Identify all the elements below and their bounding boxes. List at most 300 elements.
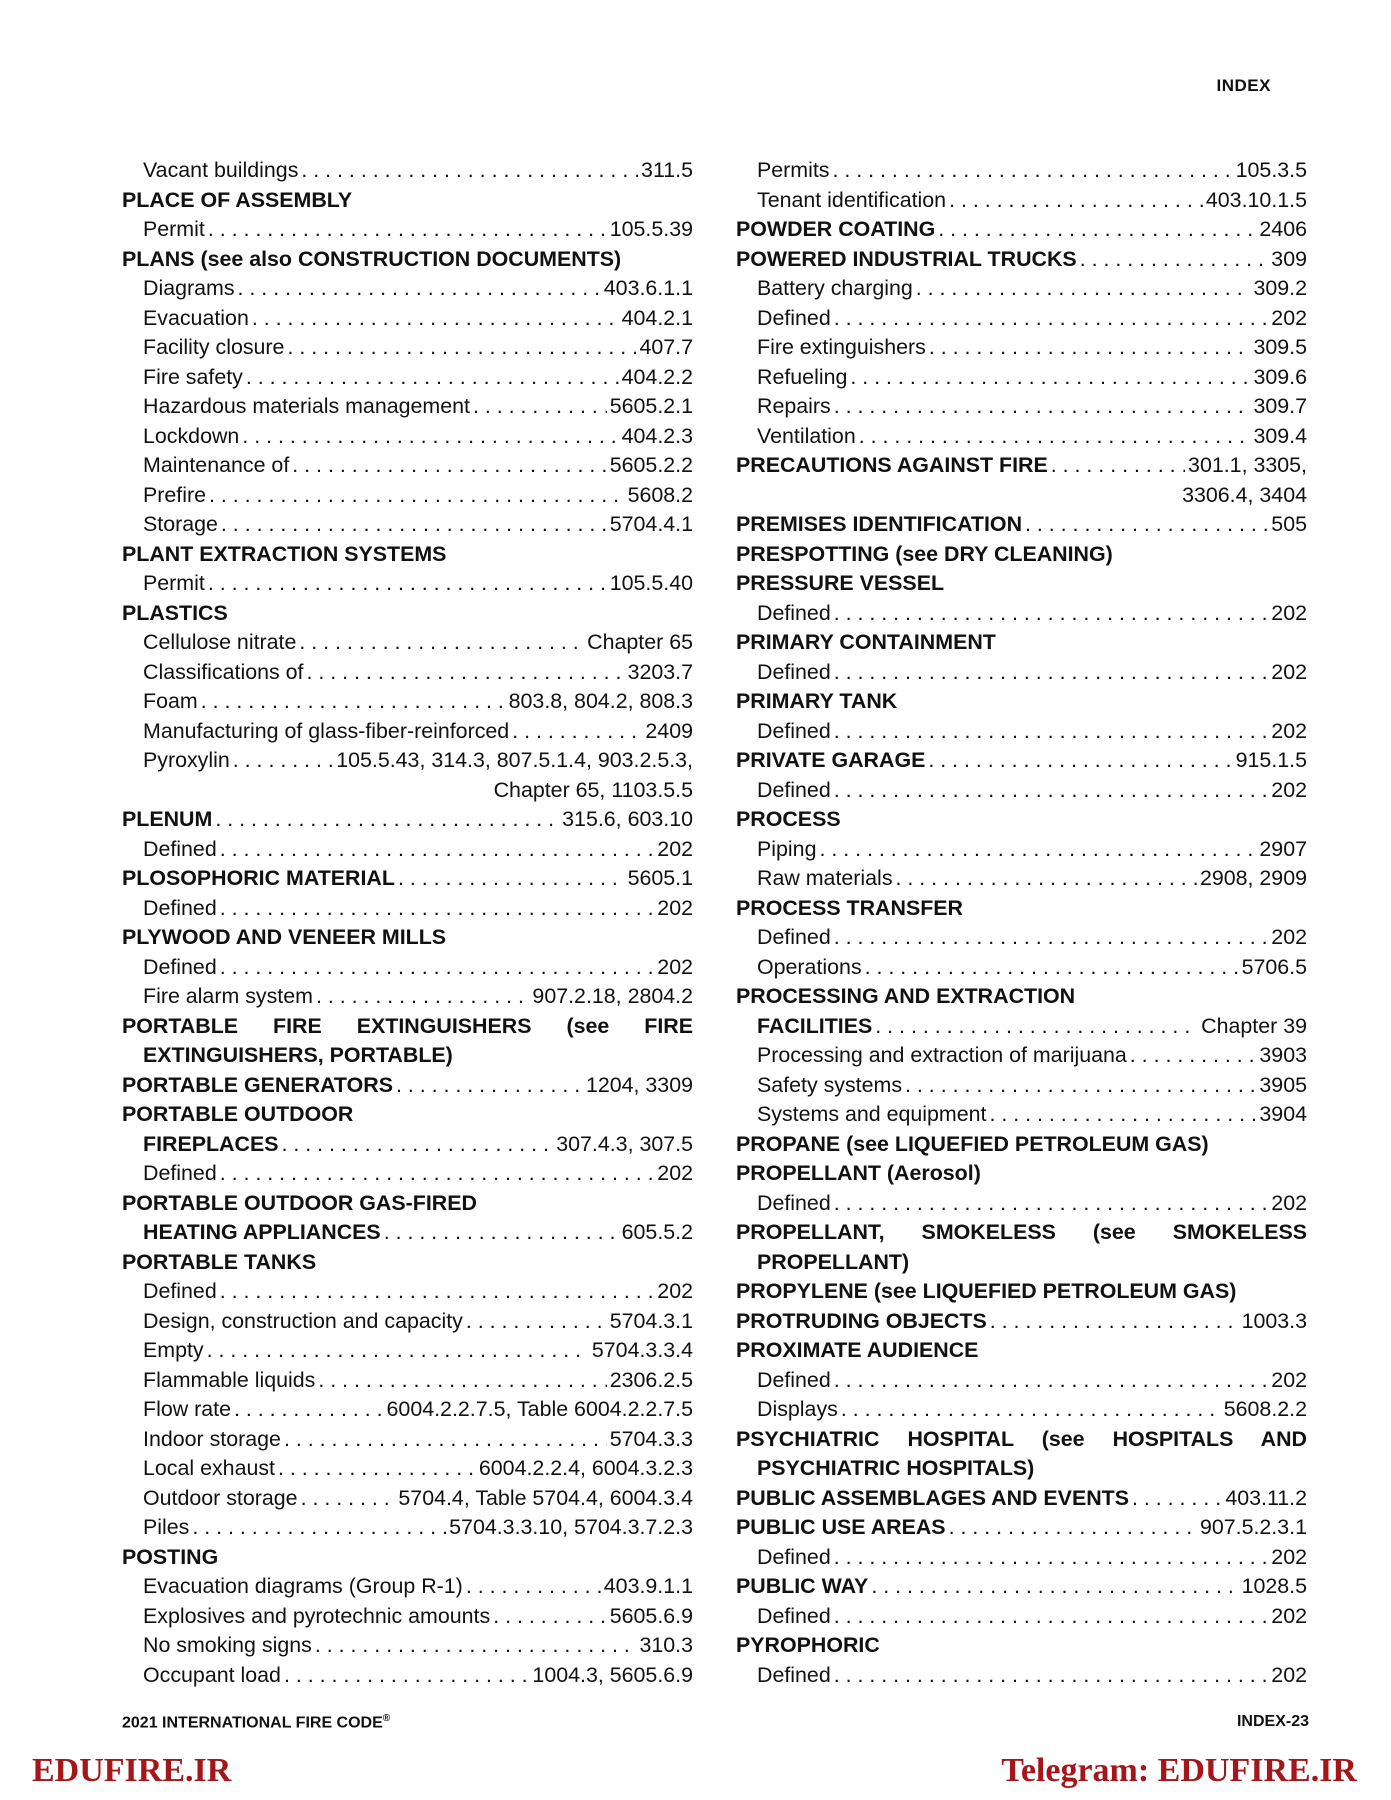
- dot-leader: [834, 304, 1269, 334]
- entry-reference: 605.5.2: [621, 1220, 693, 1244]
- entry-term: Piles: [143, 1515, 190, 1539]
- entry-term: Classifications of: [143, 659, 304, 684]
- dot-leader: [834, 776, 1269, 806]
- index-subentry: [736, 1366, 1307, 1396]
- index-subentry: [122, 304, 693, 334]
- dot-leader: [834, 1189, 1269, 1219]
- entry-term: PORTABLE GENERATORS: [122, 1072, 393, 1097]
- index-subentry: [122, 274, 693, 304]
- entry-reference: 2306.2.5: [609, 1367, 693, 1392]
- index-entry: [736, 1513, 1307, 1543]
- entry-term: Defined: [757, 1367, 831, 1392]
- index-subentry: [122, 1631, 693, 1661]
- entry-term: No smoking signs: [143, 1633, 312, 1657]
- entry-term: PROPANE (see LIQUEFIED PETROLEUM GAS): [736, 1131, 1209, 1156]
- dot-leader: [834, 1602, 1269, 1632]
- entry-reference: Chapter 39: [1201, 1013, 1307, 1038]
- entry-reference: 5608.2.2: [1223, 1397, 1307, 1421]
- entry-term: PYROPHORIC: [736, 1633, 880, 1657]
- dot-leader: [1130, 1041, 1257, 1071]
- entry-term: Battery charging: [757, 276, 913, 300]
- entry-term-continued: FACILITIES: [757, 1013, 873, 1038]
- index-subentry: [122, 1661, 693, 1691]
- entry-term: Defined: [757, 777, 831, 802]
- index-entry: [736, 540, 1307, 570]
- entry-reference: 202: [1271, 777, 1307, 802]
- dot-leader: [287, 333, 636, 363]
- index-subentry: [736, 599, 1307, 629]
- dot-leader: [238, 274, 601, 304]
- index-subentry: [122, 894, 693, 924]
- index-subentry: [122, 333, 693, 363]
- index-subentry: [736, 363, 1307, 393]
- dot-leader: [208, 569, 607, 599]
- entry-term: Tenant identification: [757, 187, 947, 212]
- entry-term: PUBLIC ASSEMBLAGES AND EVENTS: [736, 1485, 1129, 1510]
- entry-term: POSTING: [122, 1544, 219, 1569]
- index-entry: [736, 245, 1307, 275]
- dot-leader: [220, 1159, 655, 1189]
- entry-term: PRIVATE GARAGE: [736, 748, 926, 772]
- index-subentry: [736, 1602, 1307, 1632]
- index-entry: [736, 894, 1307, 924]
- entry-reference: 2907: [1259, 836, 1307, 861]
- dot-leader: [252, 304, 619, 334]
- entry-term: Flammable liquids: [143, 1367, 316, 1392]
- entry-reference: 202: [1271, 600, 1307, 625]
- entry-reference: 5605.2.1: [609, 394, 693, 418]
- index-subentry: [736, 333, 1307, 363]
- entry-term: Permits: [757, 158, 830, 182]
- index-entry: [122, 1012, 693, 1071]
- dot-leader: [493, 1602, 607, 1632]
- index-entry: [736, 1484, 1307, 1514]
- dot-leader: [865, 953, 1239, 983]
- index-entry: [122, 1543, 693, 1573]
- index-subentry: [122, 569, 693, 599]
- entry-reference: 6004.2.2.4, 6004.3.2.3: [478, 1456, 693, 1480]
- entry-term: Ventilation: [757, 423, 856, 448]
- dot-leader: [284, 1661, 529, 1691]
- dot-leader: [301, 1484, 396, 1514]
- dot-leader: [834, 392, 1251, 422]
- index-subentry: [736, 422, 1307, 452]
- index-subentry: [122, 1513, 693, 1543]
- dot-leader: [871, 1572, 1238, 1602]
- dot-leader: [233, 746, 333, 776]
- index-subentry: [122, 982, 693, 1012]
- entry-term-continued: PSYCHIATRIC HOSPITALS): [757, 1456, 1035, 1480]
- entry-reference: 202: [657, 1161, 693, 1185]
- entry-reference: 404.2.2: [621, 364, 693, 389]
- index-subentry: [736, 156, 1307, 186]
- entry-reference: 404.2.1: [621, 305, 693, 330]
- index-entry: [122, 923, 693, 953]
- index-entry: [122, 1189, 693, 1248]
- index-subentry: [122, 717, 693, 747]
- entry-reference: 202: [1271, 1367, 1307, 1392]
- entry-reference: 5605.6.9: [609, 1603, 693, 1628]
- dot-leader: [834, 1366, 1269, 1396]
- entry-term: PRESPOTTING (see DRY CLEANING): [736, 541, 1113, 566]
- entry-reference: 404.2.3: [621, 423, 693, 448]
- entry-term: Repairs: [757, 394, 831, 418]
- index-entry: [736, 510, 1307, 540]
- entry-reference: 309.7: [1253, 394, 1307, 418]
- dot-leader: [398, 864, 625, 894]
- entry-term: PLANT EXTRACTION SYSTEMS: [122, 541, 447, 566]
- entry-reference: 907.2.18, 2804.2: [532, 984, 693, 1008]
- entry-term: PROPELLANT (Aerosol): [736, 1161, 981, 1185]
- dot-leader: [1025, 510, 1268, 540]
- entry-reference: 1204, 3309: [585, 1072, 693, 1097]
- index-entry: [736, 1336, 1307, 1366]
- index-subentry: [122, 1336, 693, 1366]
- dot-leader: [859, 422, 1251, 452]
- dot-leader: [318, 1366, 606, 1396]
- index-entry: [122, 186, 693, 216]
- entry-term: Refueling: [757, 364, 848, 389]
- entry-term: Evacuation: [143, 305, 249, 330]
- dot-leader: [841, 1395, 1221, 1425]
- index-subentry: [122, 1366, 693, 1396]
- dot-leader: [282, 1130, 554, 1160]
- dot-leader: [916, 274, 1251, 304]
- index-subentry: [122, 392, 693, 422]
- dot-leader: [834, 1661, 1269, 1691]
- entry-reference: 2406: [1259, 217, 1307, 241]
- entry-reference: 105.5.39: [609, 217, 693, 241]
- footer-page-number: INDEX-23: [1236, 1713, 1309, 1730]
- entry-term: PROCESS TRANSFER: [736, 895, 964, 920]
- entry-reference: 202: [1271, 659, 1307, 684]
- entry-term: Defined: [757, 1190, 831, 1215]
- entry-term: Piping: [757, 836, 817, 861]
- entry-term: Facility closure: [143, 335, 285, 359]
- entry-reference: 315.6, 603.10: [562, 807, 693, 831]
- entry-reference: 309.2: [1253, 276, 1307, 300]
- index-subentry: [122, 658, 693, 688]
- index-subentry: [736, 304, 1307, 334]
- dot-leader: [1132, 1484, 1222, 1514]
- index-subentry: [736, 1661, 1307, 1691]
- entry-reference: 5704.3.1: [609, 1308, 693, 1333]
- dot-leader: [242, 422, 618, 452]
- entry-term: Indoor storage: [143, 1426, 281, 1451]
- entry-term: Defined: [143, 895, 217, 920]
- entry-term: Fire safety: [143, 364, 243, 389]
- dot-leader: [938, 215, 1256, 245]
- entry-term: Hazardous materials management: [143, 394, 470, 418]
- dot-leader: [905, 1071, 1256, 1101]
- entry-term: Displays: [757, 1397, 838, 1421]
- entry-term: Evacuation diagrams (Group R-1): [143, 1574, 463, 1598]
- entry-term: Raw materials: [757, 866, 893, 890]
- entry-reference: 309: [1271, 246, 1307, 271]
- entry-term: Permit: [143, 571, 205, 595]
- index-subentry: [736, 1100, 1307, 1130]
- index-subentry: [122, 422, 693, 452]
- dot-leader: [315, 1631, 637, 1661]
- index-entry: [736, 982, 1307, 1041]
- page-header: INDEX: [1216, 76, 1271, 95]
- dot-leader: [209, 481, 625, 511]
- dot-leader: [384, 1218, 619, 1248]
- index-entry: [122, 1071, 693, 1101]
- index-subentry: [122, 215, 693, 245]
- dot-leader: [466, 1572, 601, 1602]
- index-subentry: [122, 1572, 693, 1602]
- entry-term: Defined: [143, 1161, 217, 1185]
- index-subentry: [122, 953, 693, 983]
- entry-reference: 105.5.40: [609, 571, 693, 595]
- entry-term: Empty: [143, 1338, 204, 1362]
- entry-reference: 1028.5: [1241, 1574, 1307, 1598]
- index-subentry: [122, 835, 693, 865]
- entry-reference: 403.6.1.1: [603, 276, 693, 300]
- entry-reference: 907.5.2.3.1: [1199, 1515, 1307, 1539]
- entry-term: PRIMARY TANK: [736, 689, 898, 713]
- entry-reference: 202: [1271, 305, 1307, 330]
- dot-leader: [834, 923, 1269, 953]
- entry-reference: 105.5.43, 314.3, 807.5.1.4, 903.2.5.3,: [336, 748, 693, 772]
- dot-leader: [989, 1100, 1256, 1130]
- index-subentry: [122, 1159, 693, 1189]
- index-entry: [736, 1218, 1307, 1277]
- entry-term: POWDER COATING: [736, 217, 936, 241]
- entry-term: PLACE OF ASSEMBLY: [122, 187, 353, 212]
- dot-leader: [875, 1012, 1198, 1042]
- entry-reference: 407.7: [639, 335, 693, 359]
- entry-term: Defined: [757, 718, 831, 743]
- index-subentry: [122, 1454, 693, 1484]
- entry-term: PLANS (see also CONSTRUCTION DOCUMENTS): [122, 246, 622, 271]
- index-subentry: [122, 1277, 693, 1307]
- entry-term: Safety systems: [757, 1072, 903, 1097]
- index-entry: [736, 569, 1307, 599]
- entry-reference: 301.1, 3305,: [1188, 453, 1307, 477]
- entry-term: Manufacturing of glass-fiber-reinforced: [143, 718, 510, 743]
- index-subentry: [122, 1395, 693, 1425]
- index-entry: [736, 1277, 1307, 1307]
- index-subentry: [122, 1307, 693, 1337]
- entry-term: PLASTICS: [122, 600, 228, 625]
- entry-reference: 105.3.5: [1235, 158, 1307, 182]
- entry-term: Systems and equipment: [757, 1102, 987, 1126]
- index-subentry: [122, 481, 693, 511]
- index-entry: [736, 805, 1307, 835]
- index-entry: [122, 245, 693, 275]
- index-subentry: [736, 1543, 1307, 1573]
- entry-term-continued: HEATING APPLIANCES: [143, 1220, 381, 1244]
- entry-term-continued: PROPELLANT): [757, 1249, 910, 1274]
- entry-reference: 505: [1271, 512, 1307, 536]
- entry-reference: 311.5: [641, 158, 693, 182]
- index-subentry: [736, 274, 1307, 304]
- entry-term: PRESSURE VESSEL: [736, 571, 945, 595]
- entry-reference: 5704.3.3.10, 5704.3.7.2.3: [449, 1515, 693, 1539]
- entry-reference: 5704.4, Table 5704.4, 6004.3.4: [398, 1485, 693, 1510]
- index-subentry: [736, 717, 1307, 747]
- index-entry: [736, 1159, 1307, 1189]
- entry-reference: 803.8, 804.2, 808.3: [508, 689, 693, 713]
- entry-term-continued: EXTINGUISHERS, PORTABLE): [143, 1043, 453, 1067]
- entry-term: PROPELLANT, SMOKELESS (see SMOKELESS: [736, 1220, 1307, 1244]
- dot-leader: [192, 1513, 446, 1543]
- index-entry: [736, 451, 1307, 510]
- index-subentry: [736, 835, 1307, 865]
- index-subentry: [736, 392, 1307, 422]
- footer-book-title: 2021 INTERNATIONAL FIRE CODE®: [122, 1713, 391, 1732]
- entry-term: PLOSOPHORIC MATERIAL: [122, 866, 395, 890]
- entry-term-continued: FIREPLACES: [143, 1131, 279, 1156]
- entry-term: PLYWOOD AND VENEER MILLS: [122, 925, 447, 949]
- entry-reference: 307.4.3, 307.5: [556, 1131, 693, 1156]
- entry-term: Local exhaust: [143, 1456, 275, 1480]
- entry-reference: 3904: [1259, 1102, 1307, 1126]
- entry-reference: 202: [1271, 1190, 1307, 1215]
- entry-term: Flow rate: [143, 1397, 231, 1421]
- entry-reference: 403.9.1.1: [603, 1574, 693, 1598]
- index-subentry: [736, 1395, 1307, 1425]
- entry-term: Pyroxylin: [143, 748, 230, 772]
- entry-term: Storage: [143, 512, 218, 536]
- entry-reference: 1003.3: [1241, 1308, 1307, 1333]
- dot-leader: [512, 717, 642, 747]
- entry-reference-continued: 3306.4, 3404: [1182, 482, 1307, 507]
- entry-reference: 202: [1271, 1662, 1307, 1687]
- entry-reference: 202: [1271, 925, 1307, 949]
- index-entry: [736, 215, 1307, 245]
- dot-leader: [316, 982, 529, 1012]
- index-entry: [122, 599, 693, 629]
- dot-leader: [220, 894, 655, 924]
- dot-leader: [299, 628, 584, 658]
- entry-term: Defined: [143, 836, 217, 861]
- entry-term: Defined: [757, 925, 831, 949]
- dot-leader: [473, 392, 607, 422]
- entry-reference: 309.6: [1253, 364, 1307, 389]
- entry-term: PROPYLENE (see LIQUEFIED PETROLEUM GAS): [736, 1279, 1237, 1303]
- entry-reference: 2908, 2909: [1199, 866, 1307, 890]
- index-entry: [122, 805, 693, 835]
- entry-term: Foam: [143, 689, 198, 713]
- entry-term: Defined: [757, 1603, 831, 1628]
- index-subentry: [736, 186, 1307, 216]
- index-entry: [736, 746, 1307, 776]
- dot-leader: [850, 363, 1250, 393]
- index-entry: [122, 864, 693, 894]
- index-entry: [736, 1130, 1307, 1160]
- entry-term: Lockdown: [143, 423, 240, 448]
- entry-reference: 202: [1271, 718, 1307, 743]
- entry-term: Outdoor storage: [143, 1485, 298, 1510]
- dot-leader: [896, 864, 1197, 894]
- dot-leader: [208, 215, 607, 245]
- dot-leader: [201, 687, 506, 717]
- index-entry: [736, 1572, 1307, 1602]
- watermark-left: EDUFIRE.IR: [32, 1752, 232, 1789]
- entry-term: Diagrams: [143, 276, 235, 300]
- dot-leader: [833, 156, 1233, 186]
- entry-term: PROXIMATE AUDIENCE: [736, 1338, 979, 1362]
- dot-leader: [834, 1543, 1269, 1573]
- entry-reference: 202: [657, 895, 693, 920]
- entry-term: Prefire: [143, 482, 207, 507]
- index-subentry: [122, 1602, 693, 1632]
- index-entry: [122, 1248, 693, 1278]
- dot-leader: [234, 1395, 384, 1425]
- entry-reference: 915.1.5: [1235, 748, 1307, 772]
- entry-reference: 3903: [1259, 1043, 1307, 1067]
- entry-reference: 5605.2.2: [609, 453, 693, 477]
- index-subentry: [736, 1189, 1307, 1219]
- entry-term: Operations: [757, 954, 862, 979]
- dot-leader: [221, 510, 607, 540]
- index-subentry: [736, 1071, 1307, 1101]
- index-entry: [736, 1307, 1307, 1337]
- dot-leader: [307, 658, 625, 688]
- dot-leader: [284, 1425, 607, 1455]
- entry-term: Maintenance of: [143, 453, 290, 477]
- entry-reference: 309.4: [1253, 423, 1307, 448]
- dot-leader: [834, 658, 1269, 688]
- dot-leader: [949, 186, 1203, 216]
- entry-term: Defined: [757, 600, 831, 625]
- index-entry: [736, 687, 1307, 717]
- entry-term: Defined: [757, 1662, 831, 1687]
- index-entry: [122, 540, 693, 570]
- entry-reference: 5608.2: [627, 482, 693, 507]
- dot-leader: [834, 717, 1269, 747]
- entry-term: PUBLIC WAY: [736, 1574, 869, 1598]
- entry-term: Cellulose nitrate: [143, 630, 297, 654]
- index-subentry: [736, 864, 1307, 894]
- entry-term: Permit: [143, 217, 205, 241]
- dot-leader: [928, 746, 1232, 776]
- entry-term: Defined: [143, 954, 217, 979]
- entry-reference: 403.10.1.5: [1205, 187, 1307, 212]
- entry-reference: 5704.4.1: [609, 512, 693, 536]
- index-entry: [736, 1631, 1307, 1661]
- index-subentry: [122, 156, 693, 186]
- dot-leader: [466, 1307, 607, 1337]
- dot-leader: [301, 156, 638, 186]
- index-entry: [736, 628, 1307, 658]
- entry-term: PORTABLE OUTDOOR: [122, 1102, 354, 1126]
- entry-term: PORTABLE OUTDOOR GAS-FIRED: [122, 1190, 477, 1215]
- dot-leader: [819, 835, 1256, 865]
- dot-leader: [220, 1277, 655, 1307]
- dot-leader: [396, 1071, 583, 1101]
- entry-term: POWERED INDUSTRIAL TRUCKS: [736, 246, 1077, 271]
- dot-leader: [834, 599, 1269, 629]
- entry-reference: 3905: [1259, 1072, 1307, 1097]
- entry-reference: 202: [1271, 1603, 1307, 1628]
- entry-reference: 202: [657, 1279, 693, 1303]
- entry-term: Defined: [757, 305, 831, 330]
- entry-term: Fire extinguishers: [757, 335, 926, 359]
- index-entry: [122, 1100, 693, 1159]
- index-subentry: [736, 923, 1307, 953]
- index-subentry: [736, 1041, 1307, 1071]
- entry-reference: 310.3: [639, 1633, 693, 1657]
- index-subentry: [122, 628, 693, 658]
- index-subentry: [122, 1425, 693, 1455]
- entry-term: Defined: [143, 1279, 217, 1303]
- entry-term: PSYCHIATRIC HOSPITAL (see HOSPITALS AND: [736, 1426, 1307, 1451]
- entry-reference: 6004.2.2.7.5, Table 6004.2.2.7.5: [386, 1397, 693, 1421]
